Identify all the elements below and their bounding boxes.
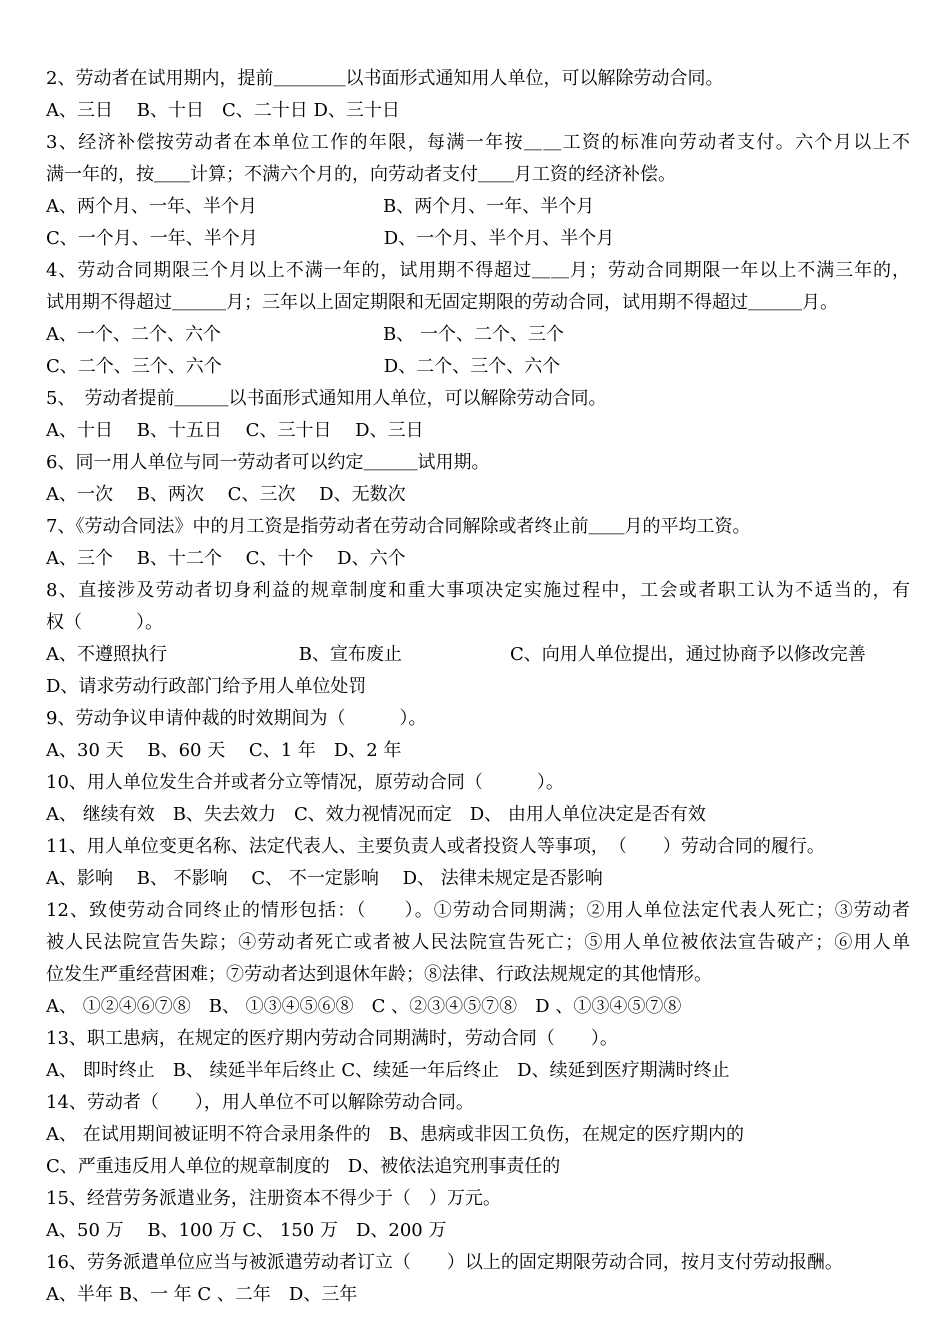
question-8-cont: 权（ ）。 — [46, 612, 163, 633]
question-11: 11、用人单位变更名称、法定代表人、主要负责人或者投资人等事项， （ ）劳动合同的履行。 — [46, 836, 825, 857]
question-14: 14、劳动者（ ），用人单位不可以解除劳动合同。 — [46, 1092, 474, 1113]
question-8-options-d: D、请求劳动行政部门给予用人单位处罚 — [46, 676, 367, 697]
question-14-options-cd: C、严重违反用人单位的规章制度的 D、被依法追究刑事责任的 — [46, 1156, 561, 1177]
question-8-options-abc: A、不遵照执行 B、宣布废止 C、向用人单位提出，通过协商予以修改完善 — [46, 644, 866, 665]
question-16: 16、劳务派遣单位应当与被派遣劳动者订立（ ）以上的固定期限劳动合同，按月支付劳动报酬。 — [46, 1252, 843, 1273]
question-15-options: A、50 万 B、100 万 C、 150 万 D、200 万 — [46, 1220, 447, 1241]
question-10: 10、用人单位发生合并或者分立等情况，原劳动合同（ ）。 — [46, 772, 564, 793]
question-7: 7、《劳动合同法》中的月工资是指劳动者在劳动合同解除或者终止前＿＿月的平均工资。 — [46, 516, 751, 537]
question-3: 3、经济补偿按劳动者在本单位工作的年限，每满一年按＿＿工资的标准向劳动者支付。六个月以上不 — [46, 132, 910, 153]
question-12-cont-2: 位发生严重经营困难；⑦劳动者达到退休年龄；⑧法律、行政法规规定的其他情形。 — [46, 964, 712, 985]
question-12-options: A、 ①②④⑥⑦⑧ B、 ①③④⑤⑥⑧ C 、②③④⑤⑦⑧ D 、①③④⑤⑦⑧ — [46, 996, 682, 1017]
question-12: 12、致使劳动合同终止的情形包括：（ ）。①劳动合同期满；②用人单位法定代表人死亡；③劳动者 — [46, 900, 910, 921]
question-12-cont: 被人民法院宣告失踪；④劳动者死亡或者被人民法院宣告死亡；⑤用人单位被依法宣告破产；⑥用人单 — [46, 932, 910, 953]
question-10-options: A、 继续有效 B、失去效力 C、效力视情况而定 D、 由用人单位决定是否有效 — [46, 804, 706, 825]
question-4-cont: 试用期不得超过＿＿＿月；三年以上固定期限和无固定期限的劳动合同，试用期不得超过＿＿＿月。 — [46, 292, 838, 313]
question-9: 9、劳动争议申请仲裁的时效期间为（ ）。 — [46, 708, 427, 729]
question-15: 15、经营劳务派遣业务，注册资本不得少于（ ）万元。 — [46, 1188, 501, 1209]
question-6: 6、同一用人单位与同一劳动者可以约定＿＿＿试用期。 — [46, 452, 490, 473]
question-4-options-ab: A、一个、二个、六个 B、 一个、二个、三个 — [46, 324, 564, 345]
question-2-options: A、三日 B、十日 C、二十日 D、三十日 — [46, 100, 400, 121]
question-3-options-cd: C、一个月、一年、半个月 D、一个月、半个月、半个月 — [46, 228, 615, 249]
question-7-options: A、三个 B、十二个 C、十个 D、六个 — [46, 548, 406, 569]
question-14-options-ab: A、 在试用期间被证明不符合录用条件的 B、患病或非因工负伤，在规定的医疗期内的 — [46, 1124, 744, 1145]
question-5-options: A、十日 B、十五日 C、三十日 D、三日 — [46, 420, 424, 441]
question-16-options: A、半年 B、一 年 C 、二年 D、三年 — [46, 1284, 358, 1305]
question-4-options-cd: C、二个、三个、六个 D、二个、三个、六个 — [46, 356, 561, 377]
question-4: 4、劳动合同期限三个月以上不满一年的，试用期不得超过＿＿月；劳动合同期限一年以上不满三年的， — [46, 260, 910, 281]
question-6-options: A、一次 B、两次 C、三次 D、无数次 — [46, 484, 406, 505]
question-5: 5、 劳动者提前＿＿＿以书面形式通知用人单位，可以解除劳动合同。 — [46, 388, 607, 409]
question-2: 2、劳动者在试用期内，提前＿＿＿＿以书面形式通知用人单位，可以解除劳动合同。 — [46, 68, 724, 89]
question-8: 8、直接涉及劳动者切身利益的规章制度和重大事项决定实施过程中，工会或者职工认为不适当的，有 — [46, 580, 910, 601]
question-9-options: A、30 天 B、60 天 C、1 年 D、2 年 — [46, 740, 402, 761]
question-3-cont: 满一年的，按＿＿计算；不满六个月的，向劳动者支付＿＿月工资的经济补偿。 — [46, 164, 676, 185]
question-11-options: A、影响 B、 不影响 C、 不一定影响 D、 法律未规定是否影响 — [46, 868, 603, 889]
question-3-options-ab: A、两个月、一年、半个月 B、两个月、一年、半个月 — [46, 196, 595, 217]
question-13-options: A、 即时终止 B、 续延半年后终止 C、续延一年后终止 D、续延到医疗期满时终止 — [46, 1060, 730, 1081]
question-13: 13、职工患病，在规定的医疗期内劳动合同期满时，劳动合同（ ）。 — [46, 1028, 618, 1049]
